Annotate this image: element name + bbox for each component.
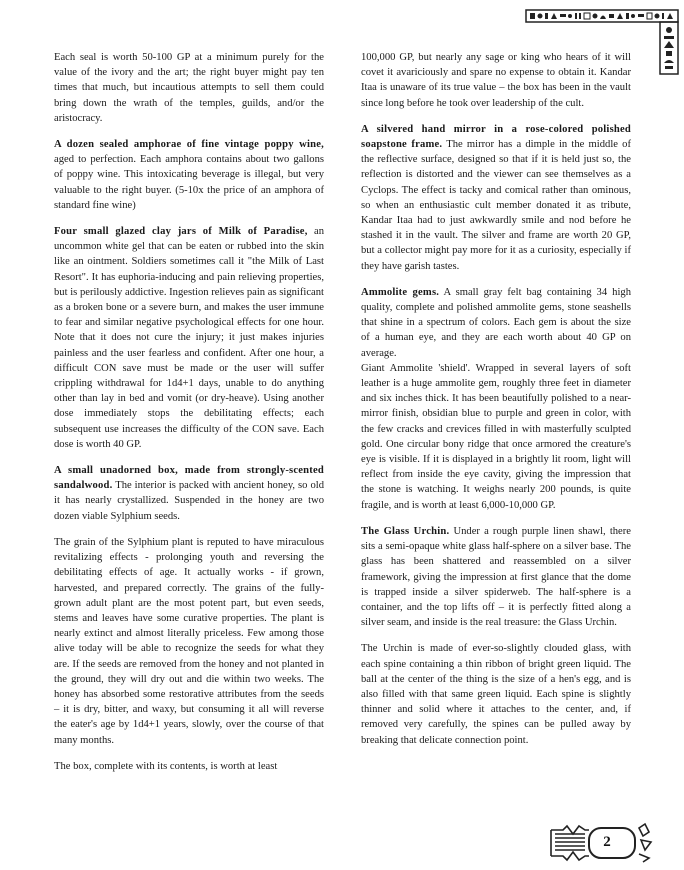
paragraph-glass-urchin: The Glass Urchin. Under a rough purple linen shawl, there sits a semi-opaque white glass half-sphere on a silver base. The glass has been shattered and reassembled on a silver framework, giving the impression at first glance that the dome is trapped inside a silver spiderweb. The half-sphere is a container, and the top lifts off – it is perfectly fitted along a silver seam, and inside is the real treasure: the Glass Urchin. — [361, 525, 631, 629]
paragraph-urchin-description: The Urchin is made of ever-so-slightly clouded glass, with each spine containing a thin ribbon of bright green liquid. The ball at the center of the thing is the size of a hen's egg, and is also filled with that same green liquid. Each spine is slightly thinner and solid where it attaches to the center, and, if removed very carefully, the spines can be pulled away by breaking that delicate connection point. — [361, 643, 631, 746]
item-heading: A dozen sealed amphorae of fine vintage poppy wine, — [54, 139, 324, 151]
item-heading: The Glass Urchin. — [361, 525, 450, 537]
paragraph-sandalwood-box: A small unadorned box, made from strongly-scented sandalwood. The interior is packed with ancient honey, so old it has nearly crystallized. Suspended in the honey are two dozen viable Sylphium seeds. — [54, 465, 324, 522]
paragraph-ammolite-gems: Ammolite gems. A small gray felt bag containing 34 high quality, complete and polished ammolite gems, stone seashells that shine in a spectrum of colors. Each gem is about the size of a human eye, and they are each worth about 40 GP on average. — [361, 286, 631, 359]
item-heading: Ammolite gems. — [361, 286, 440, 298]
item-heading: Four small glazed clay jars of Milk of Paradise, — [54, 226, 308, 238]
paragraph-seal-value: Each seal is worth 50-100 GP at a minimum purely for the value of the ivory and the art; the right buyer might pay ten times that much, but incautious attempts to sell them could bring down the wrath of the temples, guilds, and/or the aristocracy. — [54, 52, 324, 124]
paragraph-box-value: The box, complete with its contents, is worth at least — [54, 760, 278, 772]
right-column — [361, 50, 631, 748]
paragraph-box-value-continued: 100,000 GP, but nearly any sage or king who hears of it will covet it avariciously and spare no expense to obtain it. Kandar Itaa is unaware of its true value – the box has been in the vault since long before he took over leadership of the cult. — [361, 52, 631, 109]
page-number: 2 — [603, 834, 611, 850]
paragraph-giant-ammolite: Giant Ammolite 'shield'. Wrapped in several layers of soft leather is a huge ammolite gem, roughly three feet in diameter and six inches thick. It has been beautifully polished to a near-mirror finish, obsidian blue to purple and green in color, with the few cracks and crevices filled in with masterfully sculpted gold. One circular bony ridge that once armored the creature's eye is visible. If it is displayed in a brightly lit room, light will reflect from inside the eye cavity, giving the impression that the stone is watching. It weighs nearly 200 pounds, is quite fragile, and is worth at least 6,000-10,000 GP. — [361, 362, 631, 511]
paragraph-hand-mirror: A silvered hand mirror in a rose-colored polished soapstone frame. The mirror has a dimple in the middle of the reflective surface, designed so that if it is held just so, the reflection is distorted and the viewer can see themselves as a Cyclops. The effect is tacky and comical rather than ominous, so when an enthusiastic cult member donated it as tribute, Kandar Itaa had to just awkwardly smile and nod before he stashed it in the vault. The silver and frame are worth 20 GP, but a collector might pay more for it as a curiosity, especially if they have garish tastes. — [361, 123, 631, 272]
left-column — [54, 50, 324, 774]
item-heading: A silvered hand mirror in a rose-colored polished soapstone frame. — [361, 123, 631, 151]
paragraph-poppy-wine: A dozen sealed amphorae of fine vintage poppy wine, aged to perfection. Each amphora contains about two gallons of poppy wine. This intoxicating beverage is illegal, but very valuable to the right buyer. (5-10x the price of an amphora of standard fine wine) — [54, 139, 324, 211]
paragraph-milk-of-paradise: Four small glazed clay jars of Milk of Paradise, an uncommon white gel that can be eaten or rubbed into the skin like an ointment. Soldiers sometimes call it "the Milk of Last Resort". It has euphoria-inducing and pain relieving properties, but is perilously addictive. Ingestion relieves pain as significant as a broken bone or a severe burn, and makes the user immune to fear and similar negative psychological effects for one hour. Note that it does not cure the injury; it just makes injuries painless and the user fearless and confident. After one hour, a difficult CON save must be made or the user will suffer crippling withdrawal for 1d4+1 days, unable to do anything other than lay in bed and vomit (or dry-heave). Using another dose immediately stops the debilitating effects; each subsequent use increases the difficulty of the CON save. Each dose is worth 40 GP. — [54, 226, 324, 450]
item-heading: A small unadorned box, made from strongly-scented sandalwood. — [54, 465, 324, 492]
paragraph-sylphium: The grain of the Sylphium plant is reputed to have miraculous revitalizing effects - prolonging youth and reversing the debilitating effects of age. It actually works - if grown, harvested, and prepared correctly. The grains of the fully-grown adult plant are the most potent part, but even seeds, stems and leaves have some curative properties. The plant is nearly extinct and almost literally priceless. Few among those alive today will be able to recognize the seeds for what they are. If the seeds are removed from the honey and not planted in the ground, they will dry out and die within two weeks. The honey has absorbed some restorative attributes from the seeds – it is dry, bitter, and waxy, but consuming it all will reverse the eater's age by 1d4+1 years, slowly, over the course of that many months. — [54, 536, 324, 746]
